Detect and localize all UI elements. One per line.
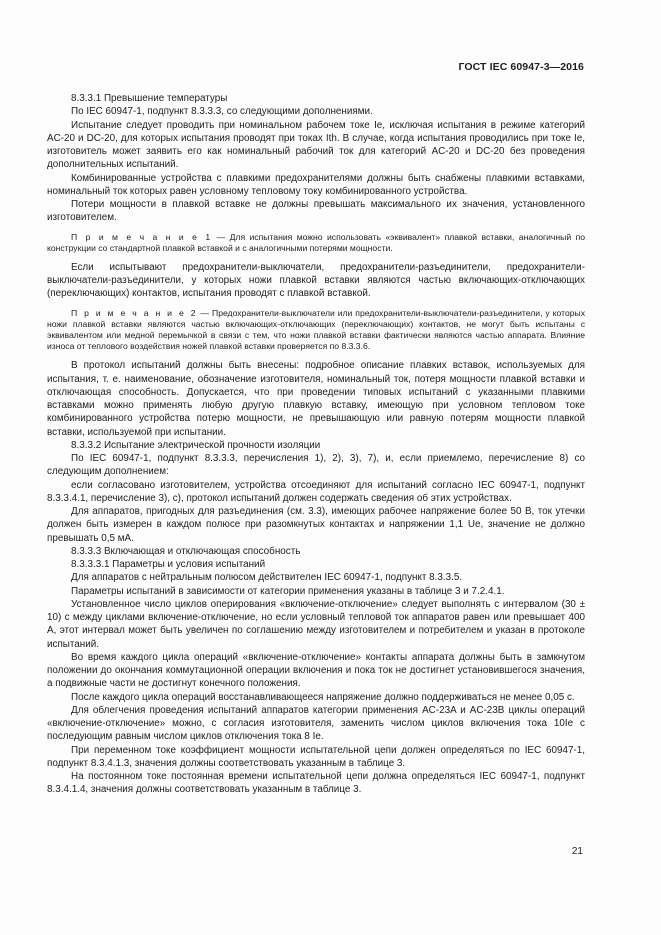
document-code: ГОСТ IEC 60947-3—2016 bbox=[458, 61, 584, 73]
paragraph: Во время каждого цикла операций «включение-отключение» контакты аппарата должны быть в замкнутом положении до окончания коммутационной операции включения и пока ток не достигнет установившегося значения, а подвижные части не достигнут конечного положения. bbox=[47, 651, 585, 690]
paragraph: Для аппаратов с нейтральным полюсом действителен IEC 60947-1, подпункт 8.3.3.5. bbox=[71, 572, 463, 584]
paragraph: Потери мощности в плавкой вставке не должны превышать максимального их значения, установленного изготовителем. bbox=[47, 199, 585, 224]
paragraph: Параметры испытаний в зависимости от категории применения указаны в таблице 3 и 7.2.4.1. bbox=[71, 585, 505, 597]
note-2 bbox=[47, 308, 585, 353]
paragraph: В протокол испытаний должны быть внесены: подробное описание плавких вставок, используемых для испытания, т. е. наименование, обозначение изготовителя, номинальный ток, потеря мощности плавкой вставки и отключающая способность. Допускается, что при проведении типовых испытаний с указанными плавкими вставками можно применять любую другую плавкую вставку, имеющую при условном тепловом токе комбинированного устройства потерю мощности, не превышающую или равную потерям мощности плавкой вставки, используемой при испытании. bbox=[47, 360, 585, 438]
paragraph: Для облегчения проведения испытаний аппаратов категории применения AC-23A и AC-23B циклы операций «включение-отключение» можно, с согласия изготовителя, заменить числом циклов включения тока 10Ie с последующим равным числом циклов отключения тока 8 Ie. bbox=[47, 704, 585, 743]
note-text: — Предохранители-выключатели или предохранители-выключатели-разъединители, у которых ножи плавкой вставки являются частью включающих-отключающих (переключающих) контактов, не могут быть испытаны с эквивалентом или медной перемычкой в связи с тем, что ножи плавкой вставки фактически являются частью аппарата. Влияние износа от теплового воздействия ножей плавкой вставки проверяется по 8.3.3.6. bbox=[47, 307, 586, 352]
subsection-title: 8.3.3.2 Испытание электрической прочности изоляции bbox=[71, 439, 321, 451]
note-1 bbox=[47, 232, 585, 254]
note-label: П р и м е ч а н и е 1 bbox=[71, 231, 213, 242]
paragraph: Если испытывают предохранители-выключатели, предохранители-разъединители, предохранители-выключатели-разъединители, у которых ножи плавкой вставки являются частью включающих-отключающих (переключающих) контактов, испытания проводят с плавкой вставкой. bbox=[47, 261, 585, 300]
paragraph: Испытание следует проводить при номинальном рабочем токе Ie, исключая испытания в режиме категорий AC-20 и DC-20, для которых испытания проводят при токах Ith. В случае, когда испытания проводились при токе Ie, изготовитель может заявить его как номинальный рабочий ток для категорий AC-20 и DC-20 без проведения дополнительных испытаний. bbox=[47, 119, 585, 171]
paragraph: По IEC 60947-1, подпункт 8.3.3.3, перечисления 1), 2), 3), 7), и, если приемлемо, перечисление 8) со следующим дополнением: bbox=[47, 453, 585, 478]
paragraph: По IEC 60947-1, подпункт 8.3.3.3, со следующими дополнениями. bbox=[71, 106, 373, 118]
note-label: П р и м е ч а н и е 2 bbox=[71, 307, 198, 318]
note-text: — Для испытания можно использовать «эквивалент» плавкой вставки, аналогичный по конструкции со стандартной плавкой вставкой и с аналогичными потерями мощности. bbox=[47, 231, 586, 253]
paragraph: Для аппаратов, пригодных для разъединения (см. 3.3), имеющих рабочее напряжение более 50 В, ток утечки должен быть измерен в каждом полюсе при разомкнутых контактах и напряжении 1,1 Ue, значение не должно превышать 0,5 мА. bbox=[47, 506, 585, 544]
paragraph: Установленное число циклов оперирования «включение-отключение» следует выполнять с интервалом (30 ± 10) с между циклами включение-отключение, но если условный тепловой ток аппаратов равен или превышает 400 А, этот интервал может быть увеличен по соглашению между изготовителем и потребителем и указан в протоколе испытаний. bbox=[47, 598, 585, 650]
paragraph: Комбинированные устройства с плавкими предохранителями должны быть снабжены плавкими вставками, номинальный ток которых равен условному тепловому току комбинированного устройства. bbox=[47, 172, 585, 197]
paragraph: если согласовано изготовителем, устройства отсоединяют для испытаний согласно IEC 60947-1, подпункт 8.3.3.4.1, перечисление 3), c), протокол испытаний должен содержать сведения об этих устройствах. bbox=[47, 479, 585, 504]
subsection-title: 8.3.3.3 Включающая и отключающая способность bbox=[71, 545, 301, 557]
subsection-title: 8.3.3.3.1 Параметры и условия испытаний bbox=[71, 559, 266, 571]
paragraph: На постоянном токе постоянная времени испытательной цепи должна определяться IEC 60947-1, подпункт 8.3.4.1.4, значения должны соответствовать указанным в таблице 3. bbox=[47, 771, 585, 796]
document-body bbox=[47, 92, 585, 797]
paragraph: При переменном токе коэффициент мощности испытательной цепи должен определяться по IEC 60947-1, подпункт 8.3.4.1.3, значения должны соответствовать указанным в таблице 3. bbox=[47, 744, 585, 769]
page-number: 21 bbox=[571, 846, 583, 857]
subsection-title: 8.3.3.1 Превышение температуры bbox=[71, 93, 228, 104]
paragraph: После каждого цикла операций восстанавливающееся напряжение должно поддерживаться не менее 0,05 с. bbox=[71, 691, 575, 703]
